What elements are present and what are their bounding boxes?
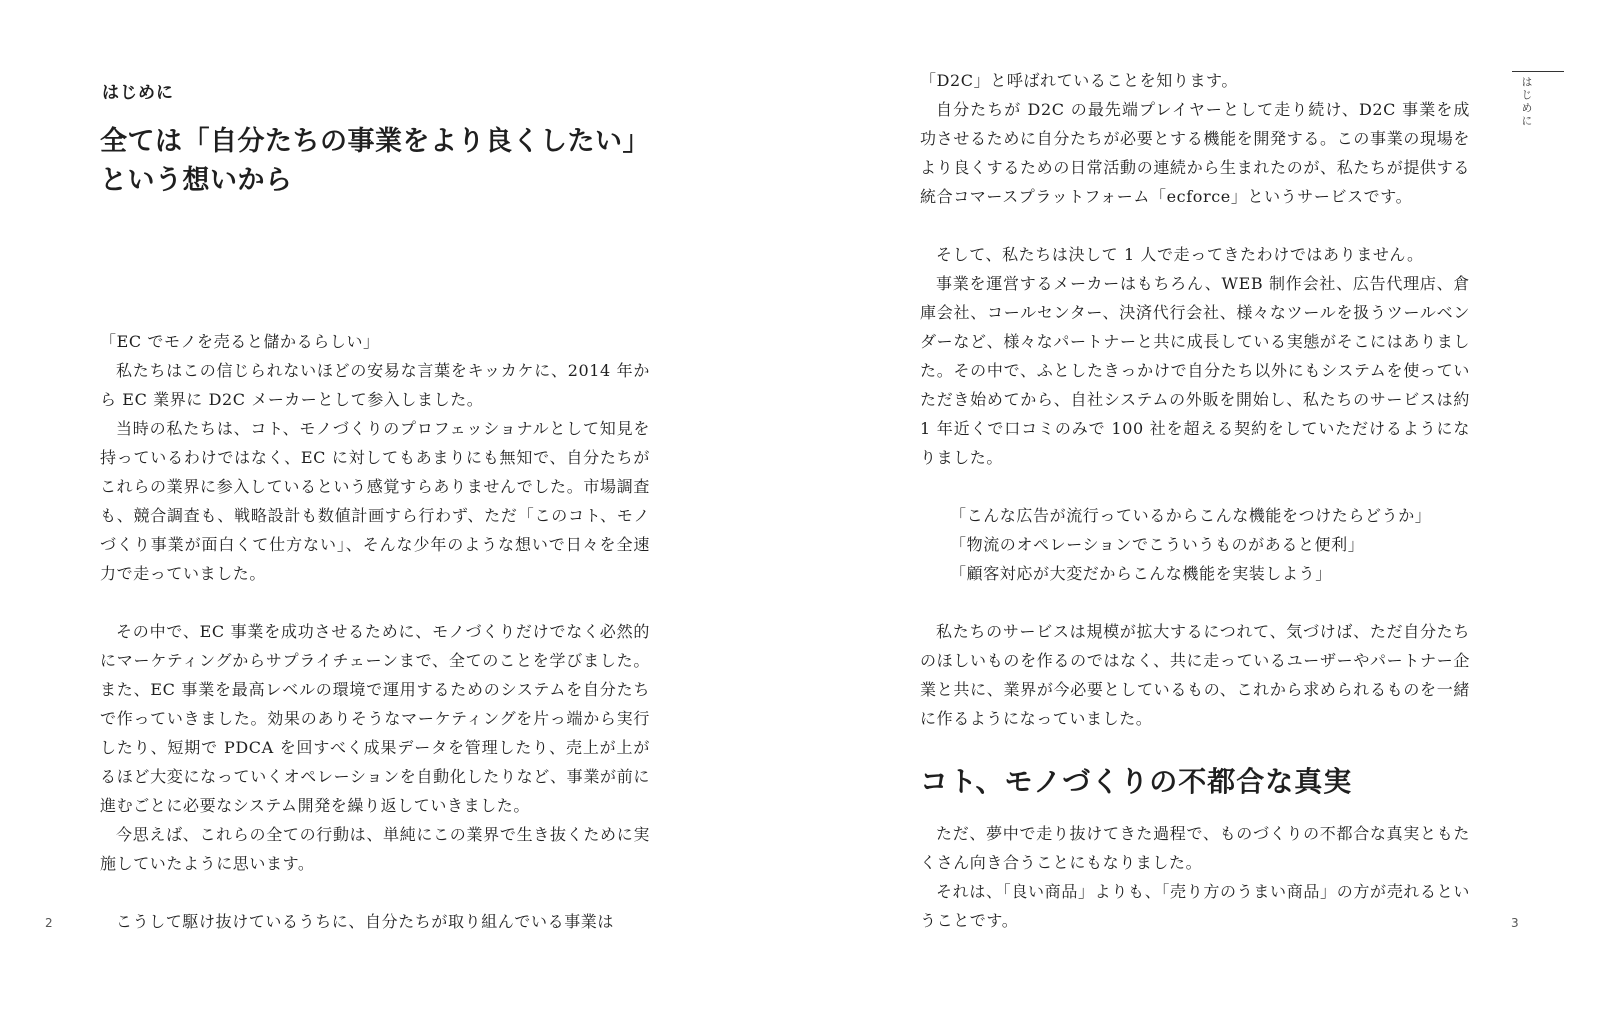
quote-list <box>950 501 1450 588</box>
section-heading: コト、モノづくりの不都合な真実 <box>920 765 1353 798</box>
paragraph: 事業を運営するメーカーはもちろん、WEB 制作会社、広告代理店、倉庫会社、コールセンター、決済代行会社、様々なツールを扱うツールベンダーなど、様々なパートナーと共に成長している実態がそこにはありました。その中で、ふとしたきっかけで自分たち以外にもシステムを使っていただき始めてから、自社システムの外販を開始し、私たちのサービスは約 1 年近くで口コミのみで 100 社を超える契約をしていただけるようになりました。 <box>920 274 1470 467</box>
right-body-bottom <box>920 819 1470 935</box>
paragraph: それは、「良い商品」よりも、「売り方のうまい商品」の方が売れるということです。 <box>920 882 1470 930</box>
right-body-mid <box>920 240 1470 472</box>
title-line: という想いから <box>100 165 293 196</box>
paragraph: 「D2C」と呼ばれていることを知ります。 <box>920 71 1238 90</box>
chapter-label: はじめに <box>102 83 174 103</box>
paragraph: ただ、夢中で走り抜けてきた過程で、ものづくりの不都合な真実ともたくさん向き合うことにもなりました。 <box>920 824 1470 872</box>
paragraph-spacer <box>100 878 650 907</box>
paragraph: 私たちのサービスは規模が拡大するにつれて、気づけば、ただ自分たちのほしいものを作るのではなく、共に走っているユーザーやパートナー企業と共に、業界が今必要としているもの、これから求められるものを一緒に作るようになっていました。 <box>920 622 1470 728</box>
paragraph: こうして駆け抜けているうちに、自分たちが取り組んでいる事業は <box>116 912 615 931</box>
quote-item: 「物流のオペレーションでこういうものがあると便利」 <box>950 535 1365 554</box>
paragraph-spacer <box>100 588 650 617</box>
paragraph: そして、私たちは決して 1 人で走ってきたわけではありません。 <box>936 245 1424 264</box>
page-number: 3 <box>1511 916 1519 930</box>
right-body-after-quotes <box>920 617 1470 733</box>
paragraph: 自分たちが D2C の最先端プレイヤーとして走り続け、D2C 事業を成功させるために自分たちが必要とする機能を開発する。この事業の現場をより良くするための日常活動の連続から生まれたのが、私たちが提供する統合コマースプラットフォーム「ecforce」というサービスです。 <box>920 100 1470 206</box>
quote-item: 「こんな広告が流行っているからこんな機能をつけたらどうか」 <box>950 506 1432 525</box>
paragraph: 今思えば、これらの全ての行動は、単純にこの業界で生き抜くために実施していたように思います。 <box>100 825 650 873</box>
left-body <box>100 327 650 936</box>
right-body-top <box>920 66 1470 211</box>
title-line: 全ては「自分たちの事業をより良くしたい」 <box>100 126 650 157</box>
side-tab-rule <box>1512 71 1564 72</box>
paragraph: 私たちはこの信じられないほどの安易な言葉をキッカケに、2014 年から EC 業界に D2C メーカーとして参入しました。 <box>100 361 650 409</box>
side-tab-label: はじめに <box>1520 76 1533 128</box>
paragraph: 当時の私たちは、コト、モノづくりのプロフェッショナルとして知見を持っているわけではなく、EC に対してもあまりにも無知で、自分たちがこれらの業界に参入しているという感覚すらありませんでした。市場調査も、競合調査も、戦略設計も数値計画すら行わず、ただ「このコト、モノづくり事業が面白くて仕方ない」、そんな少年のような想いで日々を全速力で走っていました。 <box>100 419 650 583</box>
paragraph: その中で、EC 事業を成功させるために、モノづくりだけでなく必然的にマーケティングからサプライチェーンまで、全てのことを学びました。また、EC 事業を最高レベルの環境で運用するためのシステムを自分たちで作っていきました。効果のありそうなマーケティングを片っ端から実行したり、短期で PDCA を回すべく成果データを管理したり、売上が上がるほど大変になっていくオペレーションを自動化したりなど、事業が前に進むごとに必要なシステム開発を繰り返していきました。 <box>100 622 650 815</box>
quote-item: 「顧客対応が大変だからこんな機能を実装しよう」 <box>950 564 1332 583</box>
paragraph: 「EC でモノを売ると儲かるらしい」 <box>100 332 380 351</box>
page-title <box>100 122 700 200</box>
right-page <box>800 0 1600 1013</box>
page-number: 2 <box>45 916 53 930</box>
